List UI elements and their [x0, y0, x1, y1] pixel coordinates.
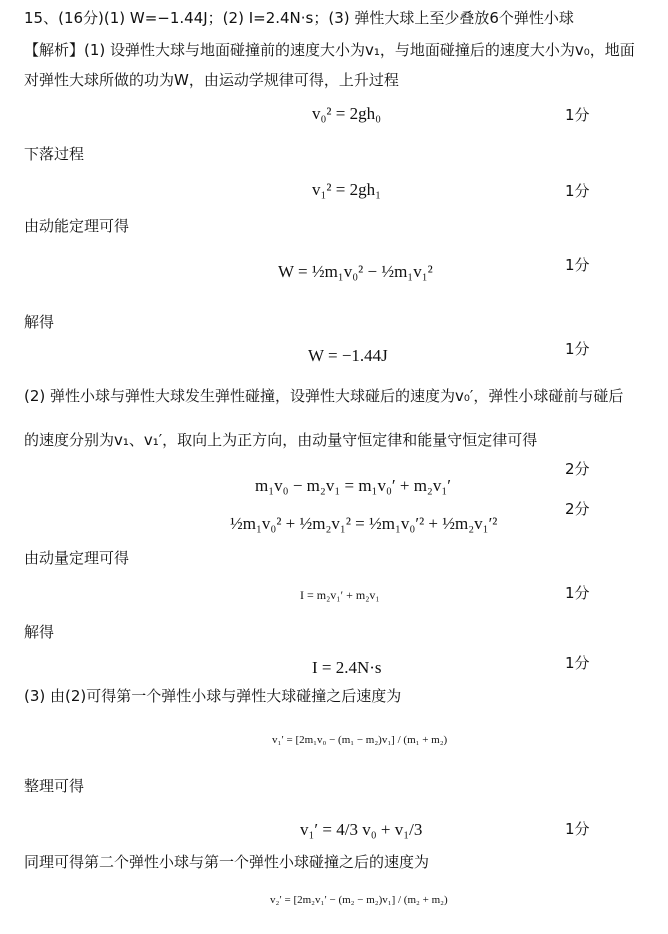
label-momentum-theorem: 由动量定理可得	[24, 549, 130, 567]
part2-line2: 的速度分别为v₁、v₁′，取向上为正方向，由动量守恒定律和能量守恒定律可得	[24, 431, 538, 449]
equation-first-ball-simplified: v₁′ = 4/3 v₀ + v₁/3	[300, 820, 423, 839]
score-eq10: 1分	[565, 820, 590, 838]
score-eq3: 1分	[565, 256, 590, 274]
equation-first-ball-velocity: v₁′ = [2m₁v₀ − (m₁ − m₂)v₁] / (m₁ + m₂)	[272, 734, 448, 746]
label-simplify: 整理可得	[24, 777, 85, 795]
analysis-intro-line2: 对弹性大球所做的功为W，由运动学规律可得，上升过程	[24, 71, 399, 89]
label-kinetic-energy-theorem: 由动能定理可得	[24, 217, 130, 235]
equation-work-result: W = −1.44J	[308, 346, 388, 365]
part3-line1: (3) 由(2)可得第一个弹性小球与弹性大球碰撞之后速度为	[24, 687, 402, 705]
equation-momentum-conservation: m₁v₀ − m₂v₁ = m₁v₀′ + m₂v₁′	[255, 476, 452, 495]
equation-rise: v₀² = 2gh₀	[312, 104, 382, 123]
equation-second-ball-velocity: v₂′ = [2m₂v₁′ − (m₂ − m₂)v₁] / (m₂ + m₂)	[270, 894, 448, 906]
analysis-intro-line1: 【解析】(1) 设弹性大球与地面碰撞前的速度大小为v₁，与地面碰撞后的速度大小为v₀，地面	[24, 41, 635, 59]
equation-impulse: I = m₂v₁′ + m₂v₁	[300, 588, 380, 602]
score-eq6: 2分	[565, 500, 590, 518]
part3-line2: 同理可得第二个弹性小球与第一个弹性小球碰撞之后的速度为	[24, 853, 430, 871]
label-solve-2: 解得	[24, 623, 55, 641]
score-eq2: 1分	[565, 182, 590, 200]
equation-energy-conservation: ½m₁v₀² + ½m₂v₁² = ½m₁v₀′² + ½m₂v₁′²	[230, 514, 498, 533]
score-eq4: 1分	[565, 340, 590, 358]
score-eq5: 2分	[565, 460, 590, 478]
label-fall-process: 下落过程	[24, 145, 85, 163]
score-eq1: 1分	[565, 106, 590, 124]
equation-work-energy: W = ½m₁v₀² − ½m₁v₁²	[278, 262, 433, 281]
score-eq8: 1分	[565, 654, 590, 672]
score-eq7: 1分	[565, 584, 590, 602]
equation-impulse-result: I = 2.4N·s	[312, 658, 382, 677]
part2-line1: (2) 弹性小球与弹性大球发生弹性碰撞，设弹性大球碰后的速度为v₀′，弹性小球碰前与碰后	[24, 387, 624, 405]
label-solve-1: 解得	[24, 313, 55, 331]
answer-summary: 15、(16分)(1) W=−1.44J；(2) I=2.4N·s；(3) 弹性大球上至少叠放6个弹性小球	[24, 9, 574, 27]
equation-fall: v₁² = 2gh₁	[312, 180, 382, 199]
